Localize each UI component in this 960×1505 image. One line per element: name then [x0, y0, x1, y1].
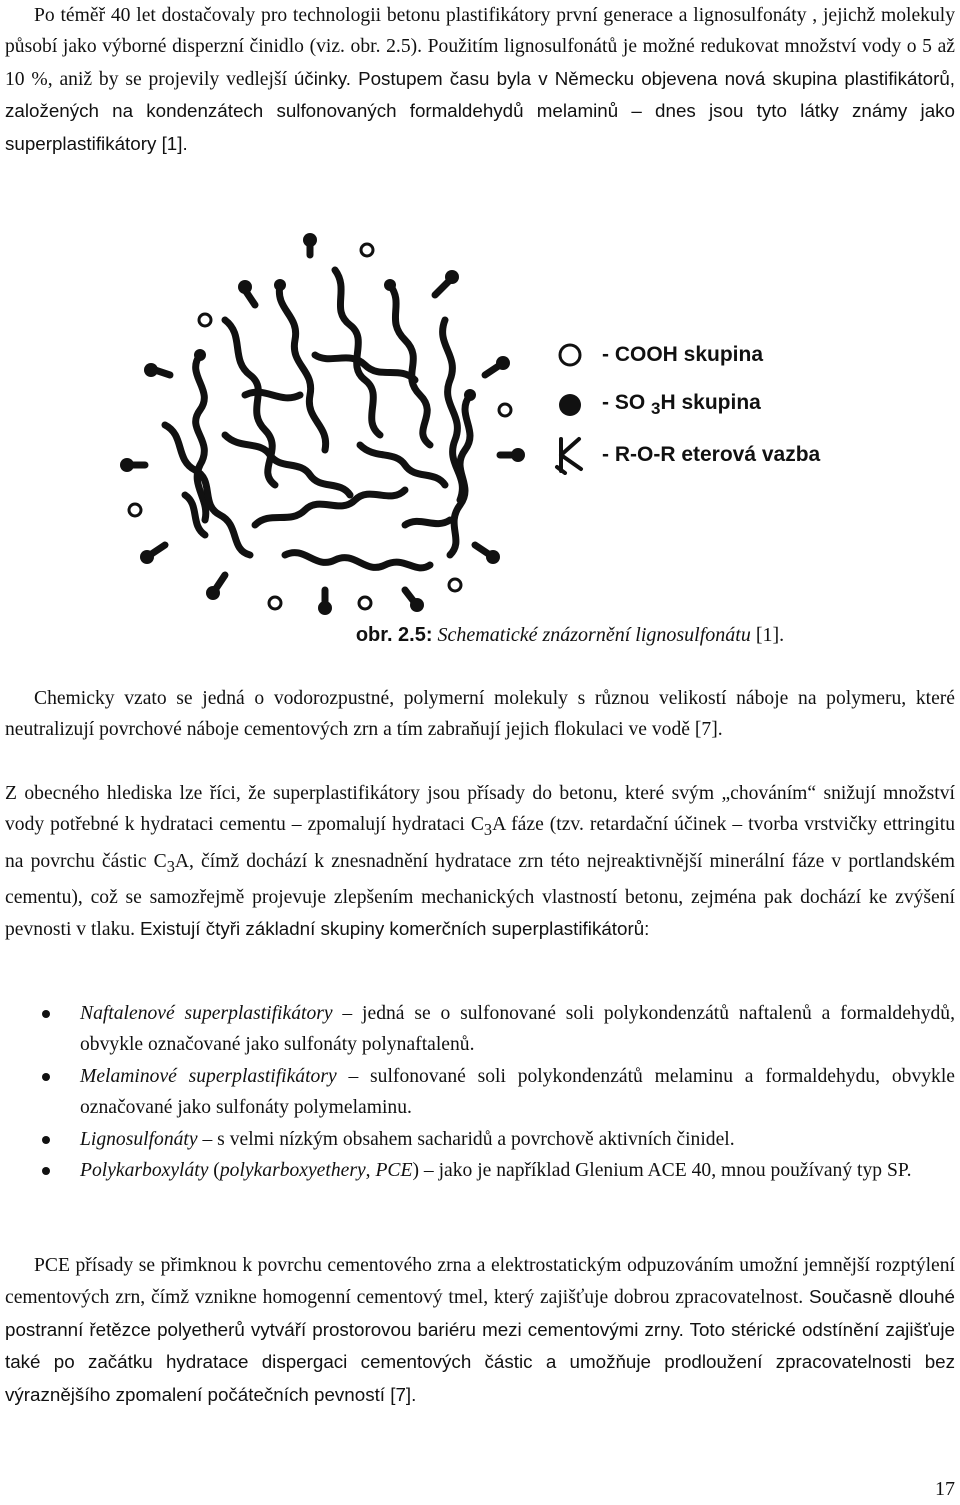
paragraph-chemistry: Chemicky vzato se jedná o vodorozpustné, polymerní molekuly s různou velikostí náboje na polymeru, které neutralizují povrchové náboje cementových zrn a tím zabraňují jejich flokulaci ve vodě [7]. [5, 688, 955, 741]
caption-label: obr. 2.5: [355, 624, 433, 646]
open-circle-icon [550, 342, 590, 368]
bullet-icon [42, 1073, 50, 1081]
list-item: Naftalenové superplastifikátory – jedná se o sulfonované soli polykondenzátů naftalenů a formaldehydů, obvykle označované jako sulfonáty polynaftalenů. [5, 998, 955, 1061]
figure-legend [550, 335, 880, 505]
legend-cooh [550, 335, 763, 375]
legend-so3h-label: - SO $_3$H skupina [602, 390, 761, 419]
list-item: Melaminové superplastifikátory – sulfonované soli polykondenzátů melaminu a formaldehydu, obvykle označované jako sulfonáty polymelaminu. [5, 1061, 955, 1124]
bullet-icon [42, 1167, 50, 1175]
figure-caption [5, 620, 955, 650]
superplasticizer-types-list [5, 998, 955, 1186]
lignosulfonate-figure [105, 225, 895, 615]
lignosulfonate-molecule-diagram [105, 225, 535, 615]
caption-text: Schematické znázornění lignosulfonátu [437, 624, 751, 646]
bullet-icon [42, 1010, 50, 1018]
legend-ether-label: - R-O-R eterová vazba [602, 443, 821, 466]
paragraph-intro [5, 0, 955, 160]
legend-so3h [550, 385, 761, 425]
bullet-icon [42, 1136, 50, 1144]
paragraph-pce: PCE přísady se přimknou k povrchu cementového zrna a elektrostatickým odpuzováním umožní jemnější rozptýlení cementových zrn, čímž vznikne homogenní cementový tmel, který zajišťuje dobrou zpracovatelnost. Současně dlouhé postranní řetězce polyetherů vytváří prostorovou bariéru mezi cementovými zrny. Toto stérické odstínění zajišťuje také po začátku hydratace dispergaci cementových částic a umožňuje prodloužení zpracovatelnosti bez výraznějšího zpomalení počátečních pevností [7]. [5, 1255, 955, 1405]
list-item: Lignosulfonáty – s velmi nízkým obsahem sacharidů a povrchově aktivních činidel. [5, 1124, 955, 1155]
page-number: 17 [935, 1478, 955, 1500]
paragraph-intro-sans: účinky. Postupem času byla v Německu objevena nová skupina plastifikátorů, založených na kondenzátech sulfonovaných formaldehydů melaminů – dnes jsou tyto látky známy jako superplastifikátory [1]. [5, 67, 955, 154]
legend-ether [550, 435, 820, 475]
ether-bond-icon [550, 435, 590, 475]
caption-ref: [1]. [750, 624, 785, 646]
filled-circle-icon [550, 392, 590, 418]
paragraph-superplasticizers: Z obecného hlediska lze říci, že superplastifikátory jsou přísady do betonu, které svým „chováním“ snižují množství vody potřebné k hydrataci cementu – zpomalují hydrataci $C_3A$ fáze (tzv. retardační účinek – tvorba vrstvičky ettringitu na povrchu částic $C_3A$, čímž dochází k znesnadnění hydratace zrn této nejreaktivnější minerální fáze v portlandském cementu), což se samozřejmě projevuje zlepšením mechanických vlastností betonu, zejména pak dochází ke zvýšení pevnosti v tlaku. Existují čtyři základní skupiny komerčních superplastifikátorů: [5, 783, 955, 941]
list-item: Polykarboxyláty (polykarboxyethery, PCE) – jako je například Glenium ACE 40, mnou používaný typ SP. [5, 1155, 955, 1186]
legend-cooh-label: - COOH skupina [602, 343, 764, 366]
paragraph-intro-text: Po téměř 40 let dostačovaly pro technologii betonu plastifikátory první generace a lignosulfonáty , jejichž molekuly působí jako výborné disperzní činidlo (viz. obr. 2.5). Použitím lignosulfonátů je možné redukovat množství vody o 5 až 10 %, aniž by se projevily vedlejší [5, 5, 955, 90]
